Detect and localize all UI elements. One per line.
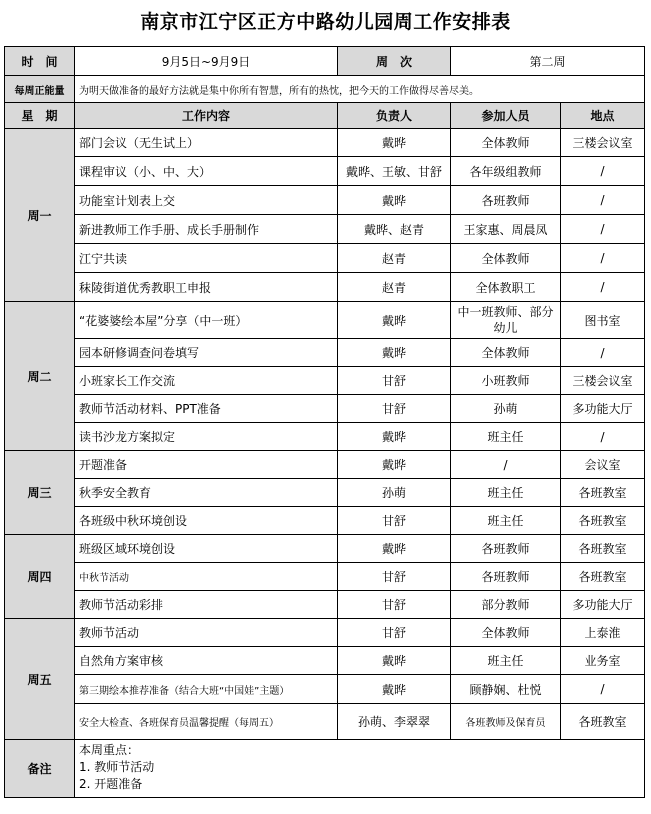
task-participants: 各班教师 bbox=[451, 563, 561, 591]
table-row bbox=[5, 704, 645, 740]
task-content: 小班家长工作交流 bbox=[75, 367, 338, 395]
task-location: 业务室 bbox=[561, 647, 645, 675]
table-row bbox=[5, 157, 645, 186]
day-label-tue: 周二 bbox=[5, 302, 75, 451]
header-row bbox=[5, 103, 645, 129]
task-participants: 孙萌 bbox=[451, 395, 561, 423]
task-content: 部门会议（无生试上） bbox=[75, 129, 338, 157]
task-owner: 戴晔、王敏、甘舒 bbox=[338, 157, 451, 186]
task-content: 自然角方案审核 bbox=[75, 647, 338, 675]
task-location: 各班教室 bbox=[561, 704, 645, 740]
task-owner: 赵青 bbox=[338, 244, 451, 273]
week-value: 第二周 bbox=[451, 47, 645, 76]
header-content: 工作内容 bbox=[75, 103, 338, 129]
motto-text: 为明天做准备的最好方法就是集中你所有智慧，所有的热忱，把今天的工作做得尽善尽美。 bbox=[75, 76, 645, 103]
task-content: 第三期绘本推荐准备（结合大班“中国娃”主题） bbox=[75, 675, 338, 704]
task-owner: 甘舒 bbox=[338, 507, 451, 535]
table-row bbox=[5, 647, 645, 675]
task-participants: 各年级组教师 bbox=[451, 157, 561, 186]
task-participants: 全体教师 bbox=[451, 339, 561, 367]
task-location: 多功能大厅 bbox=[561, 591, 645, 619]
day-label-fri: 周五 bbox=[5, 619, 75, 740]
task-owner: 戴晔 bbox=[338, 647, 451, 675]
page-title: 南京市江宁区正方中路幼儿园周工作安排表 bbox=[140, 11, 511, 33]
task-owner: 戴晔 bbox=[338, 129, 451, 157]
task-location: 各班教室 bbox=[561, 535, 645, 563]
day-label-wed: 周三 bbox=[5, 451, 75, 535]
table-row bbox=[5, 367, 645, 395]
task-content: 读书沙龙方案拟定 bbox=[75, 423, 338, 451]
task-owner: 戴晔 bbox=[338, 535, 451, 563]
task-content: 教师节活动 bbox=[75, 619, 338, 647]
task-participants: 各班教师 bbox=[451, 186, 561, 215]
task-location: / bbox=[561, 339, 645, 367]
week-label: 周 次 bbox=[338, 47, 451, 76]
task-participants: 各班教师及保育员 bbox=[451, 704, 561, 740]
table-row bbox=[5, 507, 645, 535]
task-participants: 中一班教师、部分幼儿 bbox=[451, 302, 561, 339]
task-content: 秋季安全教育 bbox=[75, 479, 338, 507]
table-row bbox=[5, 619, 645, 647]
task-location: / bbox=[561, 244, 645, 273]
task-participants: 班主任 bbox=[451, 647, 561, 675]
day-label-mon: 周一 bbox=[5, 129, 75, 302]
table-row bbox=[5, 535, 645, 563]
table-row bbox=[5, 423, 645, 451]
table-row bbox=[5, 186, 645, 215]
task-participants: / bbox=[451, 451, 561, 479]
task-content: 中秋节活动 bbox=[75, 563, 338, 591]
task-owner: 戴晔 bbox=[338, 186, 451, 215]
notes-content bbox=[75, 740, 645, 798]
task-content: 江宁共读 bbox=[75, 244, 338, 273]
schedule-table bbox=[4, 46, 645, 798]
time-row bbox=[5, 47, 645, 76]
task-location: 图书室 bbox=[561, 302, 645, 339]
table-row bbox=[5, 302, 645, 339]
task-content: 功能室计划表上交 bbox=[75, 186, 338, 215]
task-participants: 部分教师 bbox=[451, 591, 561, 619]
task-participants: 全体教师 bbox=[451, 619, 561, 647]
task-participants: 王家惠、周晨凤 bbox=[451, 215, 561, 244]
task-participants: 各班教师 bbox=[451, 535, 561, 563]
task-owner: 甘舒 bbox=[338, 619, 451, 647]
task-content: 各班级中秋环境创设 bbox=[75, 507, 338, 535]
table-row bbox=[5, 479, 645, 507]
header-participants: 参加人员 bbox=[451, 103, 561, 129]
table-row bbox=[5, 244, 645, 273]
task-content: 秣陵街道优秀教职工申报 bbox=[75, 273, 338, 302]
task-owner: 孙萌 bbox=[338, 479, 451, 507]
task-content: 园本研修调查问卷填写 bbox=[75, 339, 338, 367]
task-location: / bbox=[561, 675, 645, 704]
task-owner: 戴晔 bbox=[338, 339, 451, 367]
task-content: “花婆婆绘本屋”分享（中一班） bbox=[75, 302, 338, 339]
notes-item: 1. 教师节活动 bbox=[79, 760, 155, 774]
task-location: 会议室 bbox=[561, 451, 645, 479]
task-owner: 戴晔 bbox=[338, 675, 451, 704]
day-label-thu: 周四 bbox=[5, 535, 75, 619]
time-label: 时 间 bbox=[5, 47, 75, 76]
task-participants: 全体教职工 bbox=[451, 273, 561, 302]
task-participants: 全体教师 bbox=[451, 129, 561, 157]
table-row bbox=[5, 451, 645, 479]
task-location: 多功能大厅 bbox=[561, 395, 645, 423]
table-row bbox=[5, 591, 645, 619]
task-owner: 甘舒 bbox=[338, 367, 451, 395]
task-owner: 甘舒 bbox=[338, 563, 451, 591]
task-location: 各班教室 bbox=[561, 507, 645, 535]
task-location: / bbox=[561, 186, 645, 215]
motto-label: 每周正能量 bbox=[5, 76, 75, 103]
task-location: 上泰淮 bbox=[561, 619, 645, 647]
table-row bbox=[5, 273, 645, 302]
task-location: 三楼会议室 bbox=[561, 367, 645, 395]
task-content: 教师节活动材料、PPT准备 bbox=[75, 395, 338, 423]
notes-item: 2. 开题准备 bbox=[79, 777, 143, 791]
task-participants: 小班教师 bbox=[451, 367, 561, 395]
task-location: 各班教室 bbox=[561, 479, 645, 507]
task-content: 开题准备 bbox=[75, 451, 338, 479]
table-row bbox=[5, 215, 645, 244]
notes-label: 备注 bbox=[5, 740, 75, 798]
task-owner: 戴晔 bbox=[338, 302, 451, 339]
task-location: / bbox=[561, 423, 645, 451]
task-content: 课程审议（小、中、大） bbox=[75, 157, 338, 186]
task-participants: 班主任 bbox=[451, 507, 561, 535]
task-participants: 班主任 bbox=[451, 479, 561, 507]
task-content: 安全大检查、各班保育员温馨提醒（每周五） bbox=[75, 704, 338, 740]
task-owner: 孙萌、李翠翠 bbox=[338, 704, 451, 740]
task-owner: 戴晔、赵青 bbox=[338, 215, 451, 244]
task-content: 教师节活动彩排 bbox=[75, 591, 338, 619]
task-participants: 班主任 bbox=[451, 423, 561, 451]
task-owner: 赵青 bbox=[338, 273, 451, 302]
task-owner: 戴晔 bbox=[338, 451, 451, 479]
table-row bbox=[5, 395, 645, 423]
table-row bbox=[5, 339, 645, 367]
task-owner: 甘舒 bbox=[338, 591, 451, 619]
task-location: / bbox=[561, 157, 645, 186]
task-owner: 甘舒 bbox=[338, 395, 451, 423]
task-owner: 戴晔 bbox=[338, 423, 451, 451]
notes-heading: 本周重点： bbox=[79, 743, 140, 757]
task-location: 三楼会议室 bbox=[561, 129, 645, 157]
table-row bbox=[5, 563, 645, 591]
header-location: 地点 bbox=[561, 103, 645, 129]
task-content: 班级区域环境创设 bbox=[75, 535, 338, 563]
task-location: / bbox=[561, 273, 645, 302]
task-participants: 全体教师 bbox=[451, 244, 561, 273]
task-location: 各班教室 bbox=[561, 563, 645, 591]
time-value: 9月5日~9月9日 bbox=[75, 47, 338, 76]
table-row bbox=[5, 129, 645, 157]
table-row bbox=[5, 675, 645, 704]
task-content: 新进教师工作手册、成长手册制作 bbox=[75, 215, 338, 244]
header-day: 星 期 bbox=[5, 103, 75, 129]
notes-row bbox=[5, 740, 645, 798]
task-participants: 顾静娴、杜悦 bbox=[451, 675, 561, 704]
header-owner: 负责人 bbox=[338, 103, 451, 129]
motto-row bbox=[5, 76, 645, 103]
task-location: / bbox=[561, 215, 645, 244]
